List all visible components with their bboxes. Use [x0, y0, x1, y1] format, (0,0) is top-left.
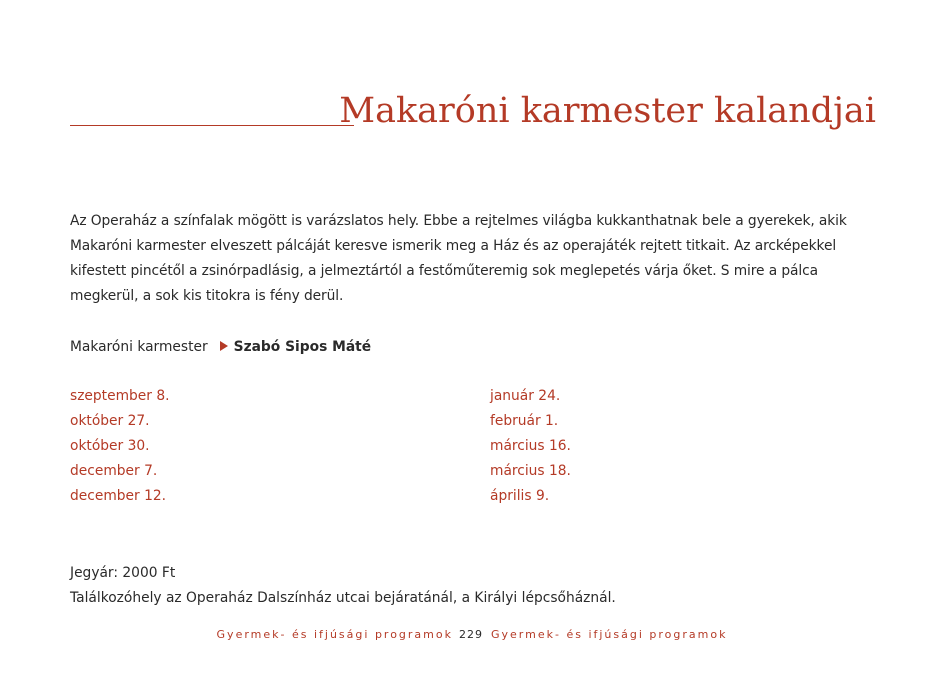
dates-left-column — [70, 384, 169, 509]
cast-role: Makaróni karmester — [70, 339, 208, 355]
page-footer — [0, 626, 944, 644]
date-item: március 16. — [490, 438, 571, 454]
date-item: január 24. — [490, 388, 561, 404]
ticket-price: Jegyár: 2000 Ft — [70, 565, 176, 581]
date-item: március 18. — [490, 463, 571, 479]
play-arrow-icon — [220, 341, 228, 351]
meeting-point: Találkozóhely az Operaház Dalszínház utcai bejáratánál, a Királyi lépcsőháznál. — [70, 590, 616, 606]
date-item: szeptember 8. — [70, 388, 170, 404]
footer-section-right: Gyermek- és ifjúsági programok — [491, 628, 728, 641]
date-item: április 9. — [490, 488, 550, 504]
cast-line — [70, 335, 371, 360]
intro-paragraph: Az Operaház a színfalak mögött is varázslatos hely. Ebbe a rejtelmes világba kukkanthatnak bele a gyerekek, akik Makaróni karmester elveszett pálcáját keresve ismerik meg a Ház és az operajáték rejtett titkait. Az arcképekkel kifestett pincétől a zsinórpadlásig, a jelmeztártól a festőműteremig sok meglepetés várja őket. S mire a pálca megkerül, a sok kis titokra is fény derül. — [70, 213, 847, 304]
page-title: Makaróni karmester kalandjai — [339, 91, 876, 131]
date-item: október 27. — [70, 413, 150, 429]
date-item: október 30. — [70, 438, 150, 454]
title-rule — [70, 125, 354, 126]
date-item: február 1. — [490, 413, 559, 429]
date-item: december 12. — [70, 488, 167, 504]
date-item: december 7. — [70, 463, 158, 479]
dates-right-column — [490, 384, 571, 509]
page-number: 229 — [459, 628, 483, 641]
info-block — [70, 561, 616, 611]
cast-performer: Szabó Sipos Máté — [233, 339, 372, 355]
footer-section-left: Gyermek- és ifjúsági programok — [216, 628, 453, 641]
